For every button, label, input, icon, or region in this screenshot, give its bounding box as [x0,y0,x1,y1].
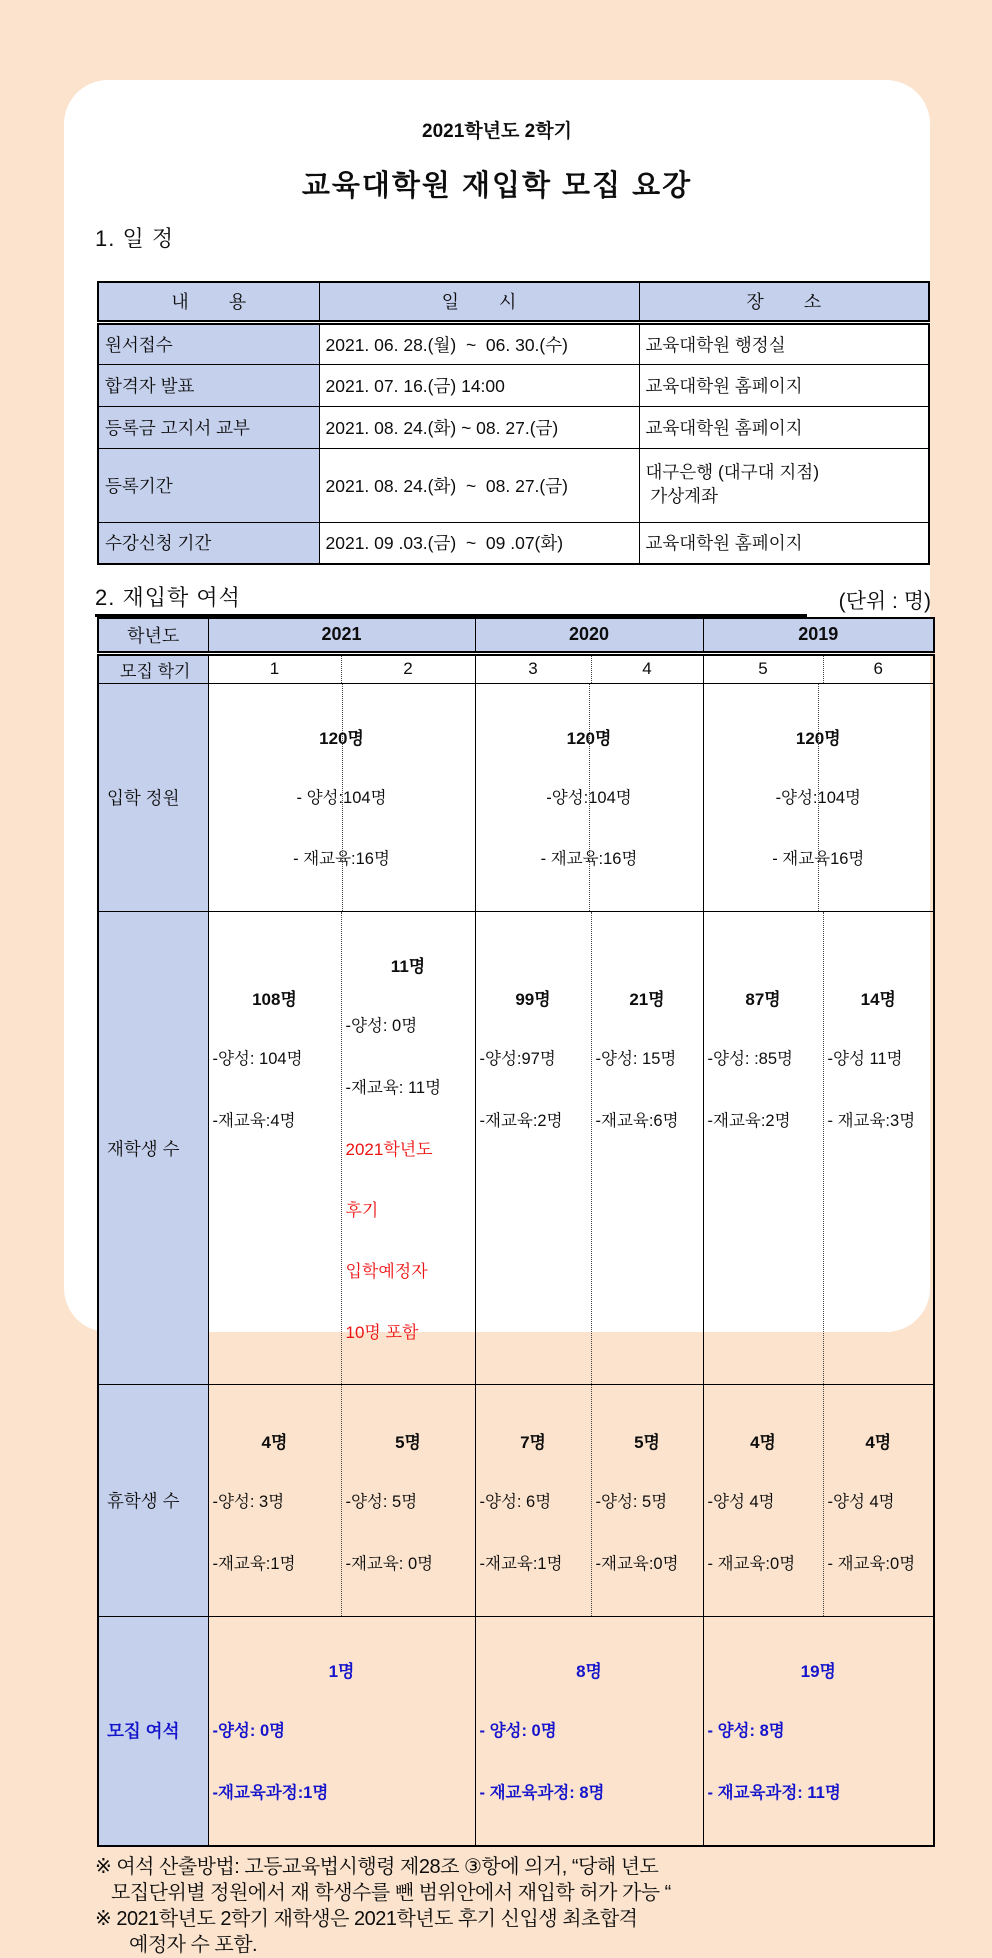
row-label: 등록금 고지서 교부 [98,406,319,448]
row-place: 교육대학원 홈페이지 [639,406,929,448]
year-2019: 2019 [703,618,934,653]
schedule-col-place: 장 소 [639,282,929,322]
vacancy-total: 8명 [576,1661,602,1681]
table-row [98,406,929,448]
vacancy-total: 1명 [328,1661,355,1681]
vacancy-label: 모집 여석 [98,1616,208,1845]
enrolled-note-line: 10명 포함 [345,1323,419,1342]
quota-line: -양성:104명 [775,788,861,807]
semester-3: 3 [475,653,591,683]
quota-total: 120명 [319,728,364,748]
semester-5: 5 [703,653,823,683]
vacancy-2021 [208,1616,475,1845]
enrolled-line: -양성: 15명 [595,1050,677,1069]
leave-label: 휴학생 수 [98,1384,208,1616]
footnote-line: ※ 여석 산출방법: 고등교육법시행령 제28조 ③항에 의거, “당해 년도 [95,1855,659,1878]
leave-total: 4명 [865,1432,892,1452]
section1-title: 1. 일 정 [95,226,175,251]
table-row [98,448,929,522]
table-row [98,522,929,564]
quota-total: 120명 [795,728,841,748]
quota-2020 [475,683,703,912]
page-title: 교육대학원 재입학 모집 요강 [301,170,693,202]
vacancy-line: -재교육과정:1명 [212,1783,329,1802]
enrolled-line: -재교육:2명 [707,1112,791,1131]
quota-line: - 양성:104명 [296,788,387,807]
leave-line: - 재교육:0명 [707,1554,796,1573]
quota-line: - 재교육:16명 [540,850,638,869]
enrolled-line: -양성:97명 [479,1050,556,1069]
enrolled-line: -재교육:2명 [479,1112,563,1131]
leave-line: -양성: 3명 [212,1492,285,1511]
leave-sem5 [703,1384,823,1616]
schedule-col-content: 내 용 [98,282,319,322]
leave-sem6 [823,1384,934,1616]
vacancy-line: - 양성: 0명 [479,1721,557,1740]
leave-line: -양성: 5명 [345,1492,418,1511]
row-place: 교육대학원 홈페이지 [639,364,929,406]
leave-sem4 [591,1384,703,1616]
enrolled-line: - 재교육:3명 [827,1112,916,1131]
leave-sem2 [341,1384,475,1616]
row-place [639,448,929,522]
enrolled-sem4 [591,912,703,1385]
leave-total: 5명 [634,1432,660,1452]
quota-line: - 재교육:16명 [293,850,390,869]
enrolled-line: -재교육: 11명 [345,1079,442,1098]
year-header-row [98,618,934,653]
quota-line: -양성:104명 [546,788,632,807]
leave-line: -양성: 5명 [595,1492,668,1511]
leave-total: 7명 [520,1432,546,1452]
leave-line: -재교육: 0명 [345,1554,434,1573]
row-label: 등록기간 [98,448,319,522]
semester-2: 2 [341,653,475,683]
enrolled-line: -양성: :85명 [707,1050,793,1069]
vacancy-line: - 재교육과정: 11명 [707,1783,841,1802]
row-label: 원서접수 [98,322,319,364]
schedule-header-row [98,282,929,322]
leave-total: 5명 [395,1432,421,1452]
enrolled-label: 재학생 수 [98,912,208,1385]
row-datetime: 2021. 07. 16.(금) 14:00 [319,364,639,406]
year-2020: 2020 [475,618,703,653]
row-label: 수강신청 기간 [98,522,319,564]
schedule-col-datetime: 일 시 [319,282,639,322]
semester-label: 모집 학기 [98,653,208,683]
enrolled-total: 11명 [390,957,426,977]
quota-total: 120명 [566,728,612,748]
leave-sem1 [208,1384,341,1616]
quota-2021 [208,683,475,912]
row-datetime: 2021. 06. 28.(월) ~ 06. 30.(수) [319,322,639,364]
enrolled-total: 87명 [745,990,781,1010]
enrolled-total: 21명 [629,990,665,1010]
enrolled-sem5 [703,912,823,1385]
document-page [64,80,931,1956]
leave-sem3 [475,1384,591,1616]
semester-row [98,653,934,683]
enrolled-line: -재교육:6명 [595,1112,679,1131]
place-line: 대구은행 (대구대 지점) [645,462,820,483]
vacancy-line: - 재교육과정: 8명 [479,1783,605,1802]
leave-line: -재교육:0명 [595,1554,679,1573]
quota-line: - 재교육16명 [772,850,865,869]
quota-2019 [703,683,934,912]
section2-title: 2. 재입학 여석 [95,585,241,610]
footnotes [95,1854,940,1958]
footnote-line: ※ 2021학년도 2학기 재학생은 2021학년도 후기 신입생 최초합격 [95,1907,638,1930]
leave-line: -양성 4명 [707,1492,775,1511]
enrolled-line: -양성 11명 [827,1050,903,1069]
leave-line: - 재교육:0명 [827,1554,916,1573]
year-2021: 2021 [208,618,475,653]
row-datetime: 2021. 08. 24.(화) ~ 08. 27.(금) [319,406,639,448]
enrolled-total: 108명 [252,990,297,1010]
vacancy-row [98,1616,934,1845]
semester-1: 1 [208,653,341,683]
enrolled-note-line: 입학예정자 [345,1262,428,1282]
semester-6: 6 [823,653,934,683]
section2-unit-label: (단위 : 명) [838,590,931,613]
vacancy-line: - 양성: 8명 [707,1721,785,1740]
quota-label: 입학 정원 [98,683,208,912]
enrolled-sem2 [341,912,475,1385]
enrolled-line: -양성: 0명 [345,1017,418,1036]
enrolled-sem3 [475,912,591,1385]
enrolled-row [98,912,934,1385]
vacancy-total: 19명 [800,1661,836,1681]
enrolled-note-line: 2021학년도 [345,1140,433,1160]
leave-line: -양성: 6명 [479,1492,552,1511]
vacancy-table [97,617,935,1847]
enrolled-sem6 [823,912,934,1385]
leave-total: 4명 [261,1432,288,1452]
place-line: 가상계좌 [645,486,718,506]
row-label: 합격자 발표 [98,364,319,406]
footnote-line: 모집단위별 정원에서 재 학생수를 뺀 범위안에서 재입학 허가 가능 “ [111,1881,671,1904]
enrolled-line: -양성: 104명 [212,1050,303,1069]
leave-total: 4명 [750,1432,776,1452]
semester-4: 4 [591,653,703,683]
row-datetime: 2021. 08. 24.(화) ~ 08. 27.(금) [319,448,639,522]
row-datetime: 2021. 09 .03.(금) ~ 09 .07(화) [319,522,639,564]
enrolled-line: -재교육:4명 [212,1112,296,1131]
quota-row [98,683,934,912]
section2-title-underline [95,581,807,617]
enrolled-total: 99명 [515,990,551,1010]
enrolled-note-line: 후기 [345,1201,379,1221]
enrolled-sem1 [208,912,341,1385]
vacancy-line: -양성: 0명 [212,1721,286,1740]
year-label: 학년도 [98,618,208,653]
vacancy-2020 [475,1616,703,1845]
schedule-table [97,281,930,565]
leave-line: -재교육:1명 [479,1554,563,1573]
row-place: 교육대학원 행정실 [639,322,929,364]
document-content [64,80,930,1958]
leave-line: -재교육:1명 [212,1554,296,1573]
section2-header [95,581,931,617]
table-row [98,322,929,364]
table-row [98,364,929,406]
enrolled-total: 14명 [860,990,896,1010]
term-subtitle: 2021학년도 2학기 [422,121,572,142]
footnote-line: 예정자 수 포함. [129,1933,258,1956]
vacancy-2019 [703,1616,934,1845]
row-place: 교육대학원 홈페이지 [639,522,929,564]
leave-row [98,1384,934,1616]
leave-line: -양성 4명 [827,1492,895,1511]
